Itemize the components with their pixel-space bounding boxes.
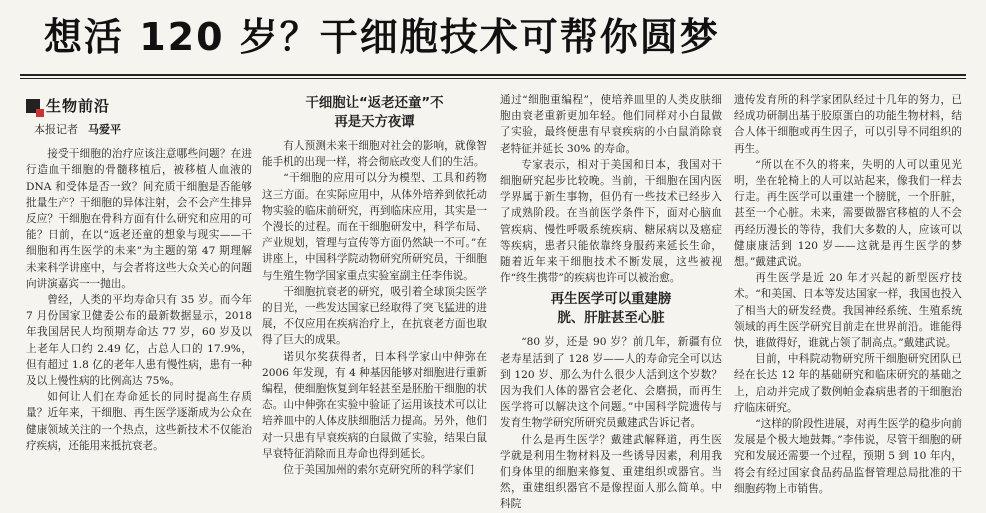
paragraph: 通过“细胞重编程”，使培养皿里的人类皮肤细胞由衰老重新更加年轻。他们同样对小白鼠做了实验，最终便患有早衰疾病的小白鼠消除衰老特征并延长 30% 的寿命。 [500, 94, 722, 155]
paragraph: 干细胞抗衰老的研究，吸引着全球顶尖医学的目光，一些发达国家已经取得了突飞猛进的进展，不仅应用在疾病治疗上，在抗衰老方面也取得了巨大的成果。 [262, 285, 487, 347]
paragraph: 位于美国加州的索尔克研究所的科学家们 [283, 464, 474, 477]
subheading-line: 再生医学可以重建膀 [550, 292, 672, 308]
paragraph: “干细胞的应用可以分为模型、工具和药物这三方面。在实际应用中，从体外培养到依托动物实验的临床前研究，再到临床应用，其实是一个漫长的过程。而在干细胞研发中，科学布局、产业规划，管理与宣传等方面仍然缺一不可。”在讲座上，中国科学院动物研究所研究员，干细胞与生殖生物学国家重点实验室副主任李伟说。 [262, 172, 487, 282]
column-2 [262, 90, 487, 495]
byline-name: 马爱平 [88, 123, 121, 136]
subheading-2 [500, 290, 722, 328]
paragraph: 曾经，人类的平均寿命只有 35 岁。而今年 7 月份国家卫健委公布的最新数据显示，2018 年我国居民人均预期寿命达 77 岁，60 岁及以上老年人口约 2.49 亿，占总人口的 17.9%，但有超过 1.8 亿的老年人患有慢性病，患有一种及以上慢性病的比例高达 75%。 [26, 294, 252, 388]
byline-role: 本报记者 [34, 123, 78, 136]
section-square-icon [26, 99, 40, 113]
subheading-line: 胱、肝脏甚至心脏 [557, 311, 665, 327]
headline: 想活 120 岁？干细胞技术可帮你圆梦 [44, 15, 720, 59]
paragraph: 目前，中科院动物研究所干细胞研究团队已经在长达 12 年的基础研究和临床研究的基础之上，启动并完成了数例帕金森病患者的干细胞治疗临床研究。 [734, 353, 962, 414]
paragraph: 什么是再生医学？戴建武解释道，再生医学就是利用生物材料及一些诱导因素，利用我们身体里的细胞来修复、重建组织或器官。当然，重建组织器官不是像捏面人那么简单。中科院 [500, 433, 722, 511]
subheading-line: 再是天方夜谭 [334, 115, 415, 130]
paragraph: “80 岁，还是 90 岁？前几年，新疆有位老寿星活到了 128 岁——人的寿命完全可以达到 120 岁、那么为什么很少人活到这个岁数？因为我们人体的器官会老化、会磨损，而再生医学将可以解决这个问题。”中国科学院遗传与发育生物学研究所研究员戴建武告诉记者。 [500, 336, 722, 430]
paragraph: 专家表示，相对于美国和日本，我国对干细胞研究起步比较晚。当前，干细胞在国内医学界属于新生事物，但仍有一些技术已经步入了成熟阶段。在当前医学条件下，面对心脑血管疾病、慢性呼吸系统疾病、糖尿病以及癌症等疾病，患者只能依靠终身服药来延长生命，随着近年来干细胞技术不断发展，这些被视作“终生携带”的疾病也许可以被治愈。 [500, 158, 722, 285]
paragraph: 诺贝尔奖获得者，日本科学家山中伸弥在 2006 年发现，有 4 种基因能够对细胞进行重新编程，使细胞恢复到年轻甚至是胚胎干细胞的状态。山中伸弥在实验中验证了运用该技术可以让培养皿中的人体皮肤细胞活力提高。另外，他们对一只患有早衰疾病的白鼠做了实验，结果白鼠早衰特征消除而且寿命也得到延长。 [262, 350, 487, 460]
paragraph: 再生医学是近 20 年才兴起的新型医疗技术。“和美国、日本等发达国家一样，我国也投入了相当大的研发经费。我国神经系统、生殖系统领域的再生医学研究目前走在世界前沿。谁能得快，谁做得好，谁就占领了制高点。”戴建武说。 [734, 272, 962, 350]
headline-rule-thin [20, 78, 966, 79]
column-4 [734, 92, 962, 497]
headline-rule [20, 74, 966, 76]
column-3 [500, 92, 722, 511]
paragraph: 如何让人们在寿命延长的同时提高生存质量？近年来，干细胞、再生医学逐渐成为公众在健康领域关注的一个热点，这些新技术不仅能治疗疾病，还能用来抵抗衰老。 [26, 391, 252, 452]
column-1 [26, 90, 252, 495]
paragraph: 有人预测未来干细胞对社会的影响，就像智能手机的出现一样，将会彻底改变人们的生活。 [262, 140, 487, 169]
section-tag-label: 生物前沿 [46, 96, 111, 115]
paragraph: “所以在不久的将来，失明的人可以重见光明，坐在轮椅上的人可以站起来，像我们一样去行走。再生医学可以重建一个膀胱，一个肝脏，甚至一个心脏。未来，需要做器官移植的人不会再经历漫长的等待，我们大多数的人，应该可以健康康活到 120 岁——这就是再生医学的梦想。”戴建武说。 [734, 158, 962, 269]
byline [34, 122, 252, 138]
paragraph: “这样的阶段性进展，对再生医学的稳步向前发展是个极大地鼓舞。”李伟说，尽管干细胞的研究和发展还需要一个过程，预期 5 到 10 年内，将会有经过国家食品药品监督管理总局批准的干细胞药物上市销售。 [734, 418, 962, 495]
subheading-line: 干细胞让“返老还童”不 [305, 96, 444, 111]
subheading-1 [262, 94, 487, 132]
section-tag [26, 96, 252, 116]
paragraph: 遗传发育所的科学家团队经过十几年的努力，已经成功研制出基于胶原蛋白的功能生物材料，结合人体干细胞或再生因子，可以引导不同组织的再生。 [734, 94, 962, 155]
paragraph: 接受干细胞的治疗应该注意哪些问题？在进行造血干细胞的骨髓移植后，被移植人血液的 DNA 和受体是否一致？间充质干细胞是否能够批量生产？干细胞的异体注射，会不会产生排异反应？干细胞在骨科方面有什么研究和应用的可能？日前，在以“返老还童的想象与现实——干细胞和再生医学的未来”为主题的第 47 期理解未来科学讲座中，与会者将这些大众关心的问题向讲演嘉宾一一抛出。 [26, 148, 252, 290]
